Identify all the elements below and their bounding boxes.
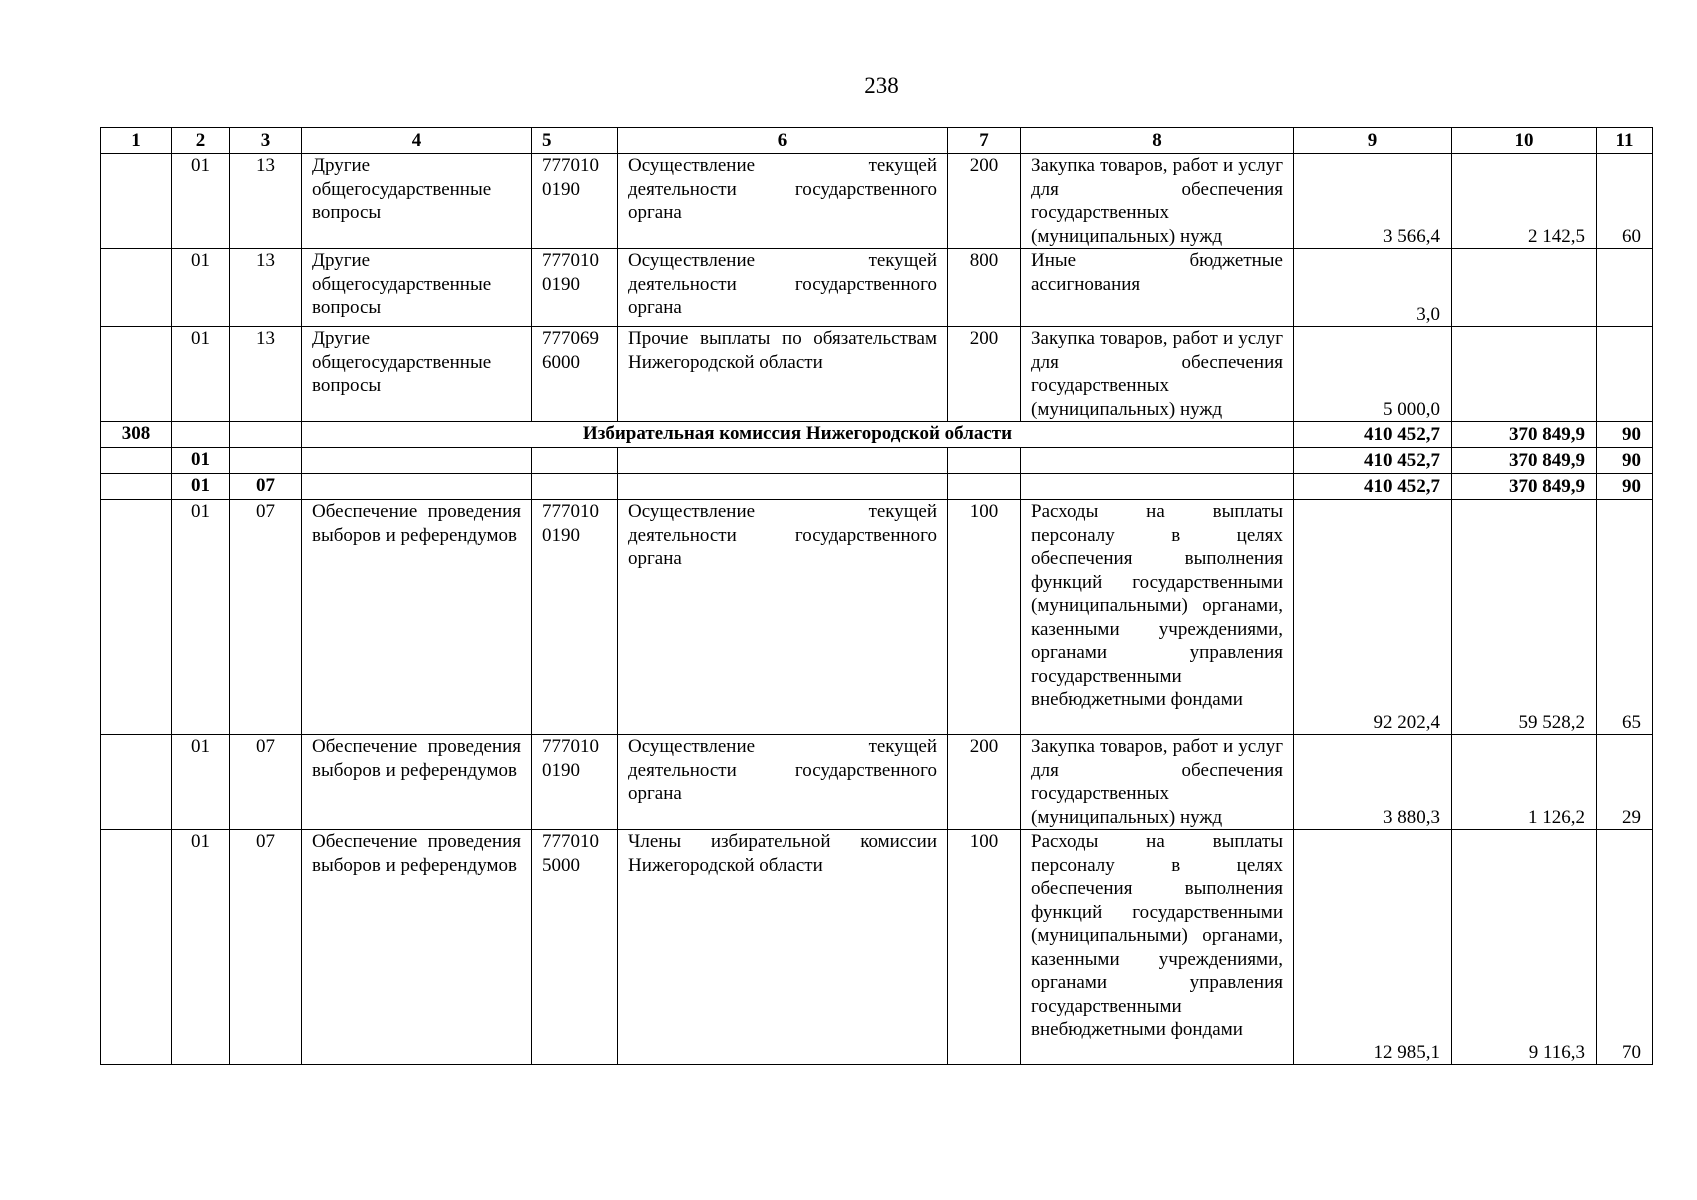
cell-col1 — [101, 500, 172, 735]
cell-percent: 29 — [1597, 735, 1653, 830]
column-header-8: 8 — [1021, 128, 1294, 154]
column-header-11: 11 — [1597, 128, 1653, 154]
cell-expense-name: Закупка товаров, работ и услуг для обеспечения государственных (муниципальных) нужд — [1021, 327, 1294, 422]
budget-table — [100, 127, 1653, 1065]
column-header-9: 9 — [1294, 128, 1452, 154]
cell-target-code — [532, 474, 618, 500]
cell-section: 01 — [172, 154, 230, 249]
table-row-agency-total — [101, 422, 1653, 448]
cell-section: 01 — [172, 448, 230, 474]
target-code-part1: 777010 — [542, 250, 599, 271]
target-code-part1: 777069 — [542, 328, 599, 349]
cell-percent: 65 — [1597, 500, 1653, 735]
cell-subsection-name: Другие общегосударственные вопросы — [302, 327, 532, 422]
column-header-3: 3 — [230, 128, 302, 154]
table-row — [101, 154, 1653, 249]
cell-amount-actual — [1452, 327, 1597, 422]
cell-subsection-name: Обеспечение проведения выборов и референдумов — [302, 500, 532, 735]
cell-subsection: 07 — [230, 500, 302, 735]
cell-target-name: Прочие выплаты по обязательствам Нижегородской области — [618, 327, 948, 422]
table-row — [101, 500, 1653, 735]
cell-percent: 90 — [1597, 422, 1653, 448]
cell-subsection-name: Другие общегосударственные вопросы — [302, 249, 532, 327]
cell-expense-name: Закупка товаров, работ и услуг для обеспечения государственных (муниципальных) нужд — [1021, 735, 1294, 830]
column-header-6: 6 — [618, 128, 948, 154]
cell-percent: 90 — [1597, 448, 1653, 474]
cell-target-code — [532, 249, 618, 327]
cell-agency-name: Избирательная комиссия Нижегородской области — [302, 422, 1294, 448]
cell-amount-plan: 410 452,7 — [1294, 448, 1452, 474]
cell-section: 01 — [172, 500, 230, 735]
column-header-7: 7 — [948, 128, 1021, 154]
cell-section: 01 — [172, 735, 230, 830]
cell-percent: 70 — [1597, 830, 1653, 1065]
cell-subsection: 07 — [230, 474, 302, 500]
column-header-10: 10 — [1452, 128, 1597, 154]
cell-col1 — [101, 448, 172, 474]
cell-target-code — [532, 830, 618, 1065]
cell-col1 — [101, 327, 172, 422]
target-code-part1: 777010 — [542, 501, 599, 522]
cell-expense-type: 200 — [948, 327, 1021, 422]
table-row-section-total — [101, 448, 1653, 474]
target-code-part2: 0190 — [542, 524, 580, 546]
cell-expense-name: Закупка товаров, работ и услуг для обеспечения государственных (муниципальных) нужд — [1021, 154, 1294, 249]
cell-col1 — [101, 249, 172, 327]
cell-section — [172, 422, 230, 448]
cell-amount-plan: 3,0 — [1294, 249, 1452, 327]
cell-percent — [1597, 249, 1653, 327]
cell-subsection: 13 — [230, 327, 302, 422]
cell-percent: 90 — [1597, 474, 1653, 500]
cell-section: 01 — [172, 327, 230, 422]
cell-expense-name: Расходы на выплаты персоналу в целях обеспечения выполнения функций государственными (муниципальными) органами, казенными учреждениями, органами управления государственными внебюджетными фондами — [1021, 830, 1294, 1065]
cell-expense-type: 200 — [948, 735, 1021, 830]
cell-percent — [1597, 327, 1653, 422]
target-code-part2: 0190 — [542, 759, 580, 781]
column-header-1: 1 — [101, 128, 172, 154]
header-row — [101, 128, 1653, 154]
cell-col1 — [101, 830, 172, 1065]
page-number: 238 — [864, 73, 899, 98]
cell-section: 01 — [172, 249, 230, 327]
target-code-part1: 777010 — [542, 831, 599, 852]
cell-target-name: Осуществление текущей деятельности государственного органа — [618, 154, 948, 249]
table-row — [101, 830, 1653, 1065]
cell-col1 — [101, 474, 172, 500]
cell-expense-name: Иные бюджетные ассигнования — [1021, 249, 1294, 327]
cell-amount-plan: 5 000,0 — [1294, 327, 1452, 422]
column-header-5: 5 — [532, 128, 618, 154]
cell-amount-plan: 410 452,7 — [1294, 422, 1452, 448]
cell-expense-type: 800 — [948, 249, 1021, 327]
cell-expense-type: 200 — [948, 154, 1021, 249]
cell-subsection-name — [302, 474, 532, 500]
cell-subsection: 07 — [230, 735, 302, 830]
cell-subsection — [230, 422, 302, 448]
cell-expense-name — [1021, 474, 1294, 500]
cell-expense-type — [948, 448, 1021, 474]
cell-expense-type: 100 — [948, 500, 1021, 735]
cell-expense-type: 100 — [948, 830, 1021, 1065]
cell-target-name: Осуществление текущей деятельности государственного органа — [618, 500, 948, 735]
cell-amount-actual: 370 849,9 — [1452, 448, 1597, 474]
cell-target-name: Осуществление текущей деятельности государственного органа — [618, 735, 948, 830]
target-code-part2: 0190 — [542, 273, 580, 295]
cell-amount-plan: 3 566,4 — [1294, 154, 1452, 249]
cell-amount-plan: 3 880,3 — [1294, 735, 1452, 830]
cell-expense-type — [948, 474, 1021, 500]
target-code-part2: 5000 — [542, 854, 580, 876]
table-row — [101, 249, 1653, 327]
cell-target-code — [532, 500, 618, 735]
cell-amount-actual — [1452, 249, 1597, 327]
column-header-2: 2 — [172, 128, 230, 154]
cell-subsection: 07 — [230, 830, 302, 1065]
cell-target-name — [618, 474, 948, 500]
cell-amount-plan: 12 985,1 — [1294, 830, 1452, 1065]
cell-amount-plan: 92 202,4 — [1294, 500, 1452, 735]
cell-target-name: Члены избирательной комиссии Нижегородской области — [618, 830, 948, 1065]
cell-expense-name — [1021, 448, 1294, 474]
cell-amount-actual: 370 849,9 — [1452, 422, 1597, 448]
cell-section: 01 — [172, 474, 230, 500]
table-row — [101, 735, 1653, 830]
cell-subsection: 13 — [230, 154, 302, 249]
cell-target-name — [618, 448, 948, 474]
cell-col1 — [101, 735, 172, 830]
column-header-4: 4 — [302, 128, 532, 154]
cell-agency-code: 308 — [101, 422, 172, 448]
cell-target-code — [532, 735, 618, 830]
cell-expense-name: Расходы на выплаты персоналу в целях обеспечения выполнения функций государственными (муниципальными) органами, казенными учреждениями, органами управления государственными внебюджетными фондами — [1021, 500, 1294, 735]
cell-amount-plan: 410 452,7 — [1294, 474, 1452, 500]
cell-amount-actual: 2 142,5 — [1452, 154, 1597, 249]
cell-subsection-name: Обеспечение проведения выборов и референдумов — [302, 830, 532, 1065]
cell-amount-actual: 9 116,3 — [1452, 830, 1597, 1065]
target-code-part2: 6000 — [542, 351, 580, 373]
cell-amount-actual: 1 126,2 — [1452, 735, 1597, 830]
target-code-part1: 777010 — [542, 736, 599, 757]
table-row — [101, 327, 1653, 422]
cell-amount-actual: 59 528,2 — [1452, 500, 1597, 735]
cell-target-code — [532, 154, 618, 249]
cell-subsection: 13 — [230, 249, 302, 327]
cell-percent: 60 — [1597, 154, 1653, 249]
cell-target-code — [532, 327, 618, 422]
cell-col1 — [101, 154, 172, 249]
target-code-part1: 777010 — [542, 155, 599, 176]
cell-subsection-name — [302, 448, 532, 474]
table-row-subsection-total — [101, 474, 1653, 500]
cell-amount-actual: 370 849,9 — [1452, 474, 1597, 500]
cell-subsection-name: Другие общегосударственные вопросы — [302, 154, 532, 249]
cell-target-code — [532, 448, 618, 474]
cell-target-name: Осуществление текущей деятельности государственного органа — [618, 249, 948, 327]
cell-subsection-name: Обеспечение проведения выборов и референдумов — [302, 735, 532, 830]
cell-section: 01 — [172, 830, 230, 1065]
target-code-part2: 0190 — [542, 178, 580, 200]
cell-subsection — [230, 448, 302, 474]
